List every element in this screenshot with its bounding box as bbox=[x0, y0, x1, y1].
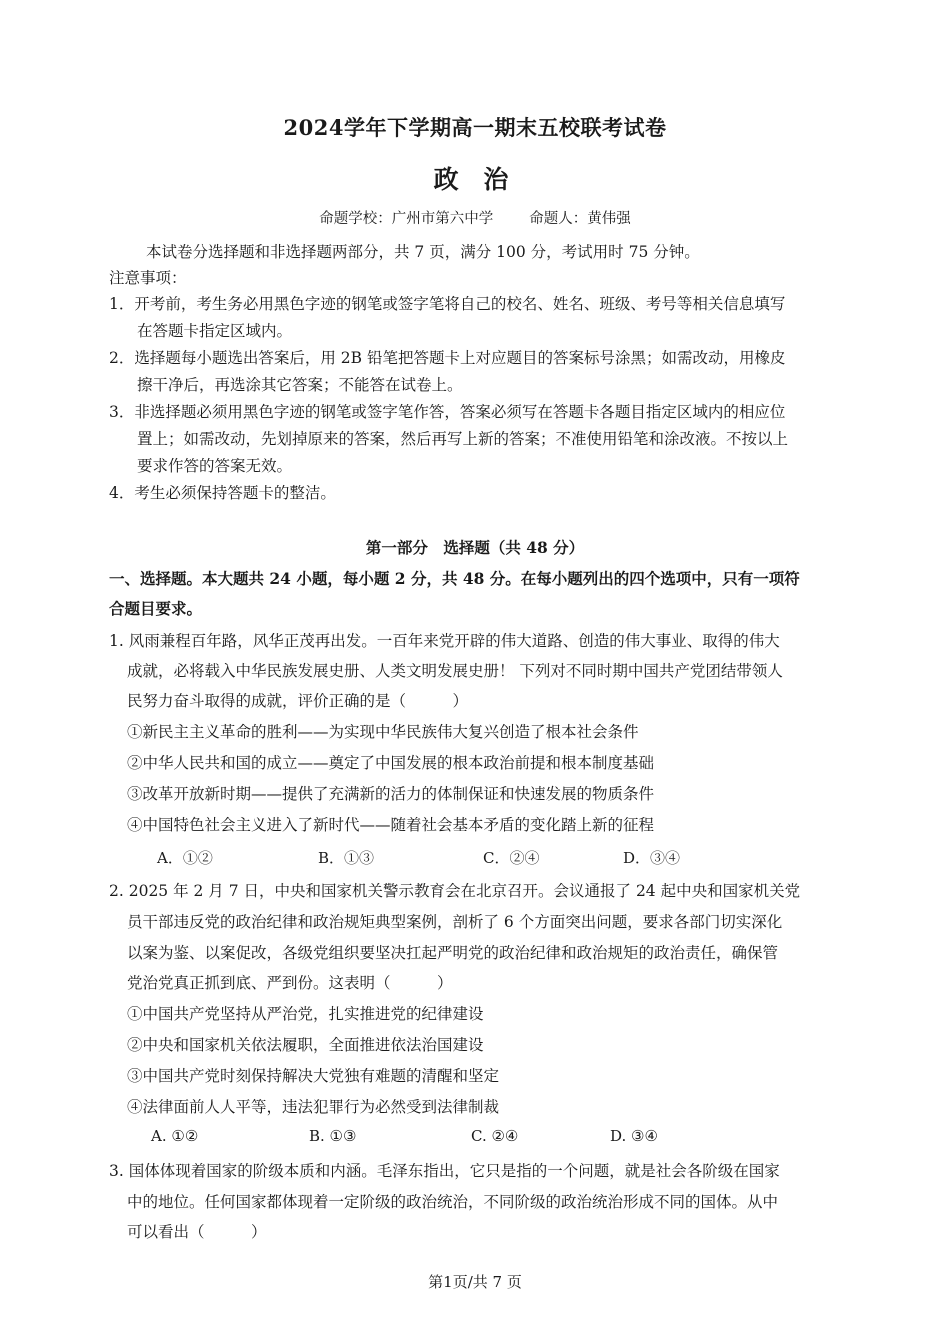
q2-option-a[interactable]: A. ①② bbox=[151, 1127, 199, 1145]
q1-stem-line-2: 成就，必将载入中华民族发展史册、人类文明发展史册！ 下列对不同时期中国共产党团结带领人 bbox=[127, 662, 783, 680]
section-instruction-line-2: 合题目要求。 bbox=[109, 599, 203, 618]
q2-statement-2: ②中央和国家机关依法履职，全面推进依法治国建设 bbox=[127, 1036, 484, 1054]
exam-title: 2024学年下学期高一期末五校联考试卷 bbox=[283, 115, 667, 140]
notice-item-4-line-1: 4．考生必须保持答题卡的整洁。 bbox=[109, 484, 336, 502]
q2-option-c[interactable]: C. ②④ bbox=[471, 1127, 519, 1145]
q3-stem-line-2: 中的地位。任何国家都体现着一定阶级的政治统治，不同阶级的政治统治形成不同的国体。从中 bbox=[127, 1193, 779, 1211]
q1-statement-2: ②中华人民共和国的成立——奠定了中国发展的根本政治前提和根本制度基础 bbox=[127, 754, 655, 772]
q2-stem-line-3: 以案为鉴、以案促改，各级党组织要坚决扛起严明党的政治纪律和政治规矩的政治责任，确保管 bbox=[127, 944, 779, 962]
q3-stem-line-1: 3. 国体体现着国家的阶级本质和内涵。毛泽东指出，它只是指的一个问题，就是社会各阶级在国家 bbox=[109, 1162, 780, 1180]
notice-item-1-line-2: 在答题卡指定区域内。 bbox=[137, 322, 293, 340]
q1-stem-line-3: 民努力奋斗取得的成就，评价正确的是（ ） bbox=[127, 692, 469, 710]
section-title: 第一部分 选择题（共 48 分） bbox=[365, 538, 585, 557]
notice-item-2-line-2: 擦干净后，再选涂其它答案；不能答在试卷上。 bbox=[137, 376, 463, 394]
notice-item-3-line-3: 要求作答的答案无效。 bbox=[137, 457, 293, 475]
school-label: 命题学校：广州市第六中学 bbox=[319, 211, 494, 227]
q2-option-d[interactable]: D. ③④ bbox=[610, 1127, 658, 1145]
page-footer: 第1页/共 7 页 bbox=[428, 1273, 522, 1291]
author-label: 命题人：黄伟强 bbox=[529, 211, 631, 227]
notice-item-1-line-1: 1．开考前，考生务必用黑色字迹的钢笔或签字笔将自己的校名、姓名、班级、考号等相关信息填写 bbox=[109, 295, 786, 313]
notice-heading: 注意事项： bbox=[109, 269, 187, 287]
q2-stem-line-2: 员干部违反党的政治纪律和政治规矩典型案例，剖析了 6 个方面突出问题，要求各部门切实深化 bbox=[127, 913, 783, 931]
q1-option-d[interactable]: D．③④ bbox=[623, 849, 681, 867]
q2-stem-line-1: 2. 2025 年 2 月 7 日，中央和国家机关警示教育会在北京召开。会议通报了 24 起中央和国家机关党 bbox=[109, 882, 801, 900]
q1-option-b[interactable]: B．①③ bbox=[318, 849, 375, 867]
intro-text: 本试卷分选择题和非选择题两部分，共 7 页，满分 100 分，考试用时 75 分钟。 bbox=[146, 243, 700, 261]
q1-option-c[interactable]: C．②④ bbox=[483, 849, 540, 867]
notice-item-3-line-2: 置上；如需改动，先划掉原来的答案，然后再写上新的答案；不准使用铅笔和涂改液。不按以上 bbox=[137, 430, 789, 448]
notice-item-3-line-1: 3．非选择题必须用黑色字迹的钢笔或签字笔作答，答案必须写在答题卡各题目指定区域内的相应位 bbox=[109, 403, 786, 421]
q1-option-a[interactable]: A．①② bbox=[157, 849, 213, 867]
q1-statement-3: ③改革开放新时期——提供了充满新的活力的体制保证和快速发展的物质条件 bbox=[127, 785, 655, 803]
q2-statement-3: ③中国共产党时刻保持解决大党独有难题的清醒和坚定 bbox=[127, 1067, 500, 1085]
q2-statement-1: ①中国共产党坚持从严治党，扎实推进党的纪律建设 bbox=[127, 1005, 484, 1023]
author-line bbox=[0, 207, 950, 228]
q2-stem-line-4: 党治党真正抓到底、严到份。这表明（ ） bbox=[127, 974, 453, 992]
section-instruction-line-1: 一、选择题。本大题共 24 小题，每小题 2 分，共 48 分。在每小题列出的四个选项中，只有一项符 bbox=[109, 569, 800, 588]
q1-stem-line-1: 1. 风雨兼程百年路，风华正茂再出发。一百年来党开辟的伟大道路、创造的伟大事业、取得的伟大 bbox=[109, 632, 780, 650]
q2-option-b[interactable]: B. ①③ bbox=[309, 1127, 357, 1145]
q1-statement-4: ④中国特色社会主义进入了新时代——随着社会基本矛盾的变化踏上新的征程 bbox=[127, 816, 655, 834]
q1-statement-1: ①新民主主义革命的胜利——为实现中华民族伟大复兴创造了根本社会条件 bbox=[127, 723, 639, 741]
notice-item-2-line-1: 2．选择题每小题选出答案后，用 2B 铅笔把答题卡上对应题目的答案标号涂黑；如需改动，用橡皮 bbox=[109, 349, 786, 367]
q3-stem-line-3: 可以看出（ ） bbox=[127, 1223, 267, 1241]
q2-statement-4: ④法律面前人人平等，违法犯罪行为必然受到法律制裁 bbox=[127, 1098, 500, 1116]
subject-title: 政 治 bbox=[433, 165, 517, 194]
